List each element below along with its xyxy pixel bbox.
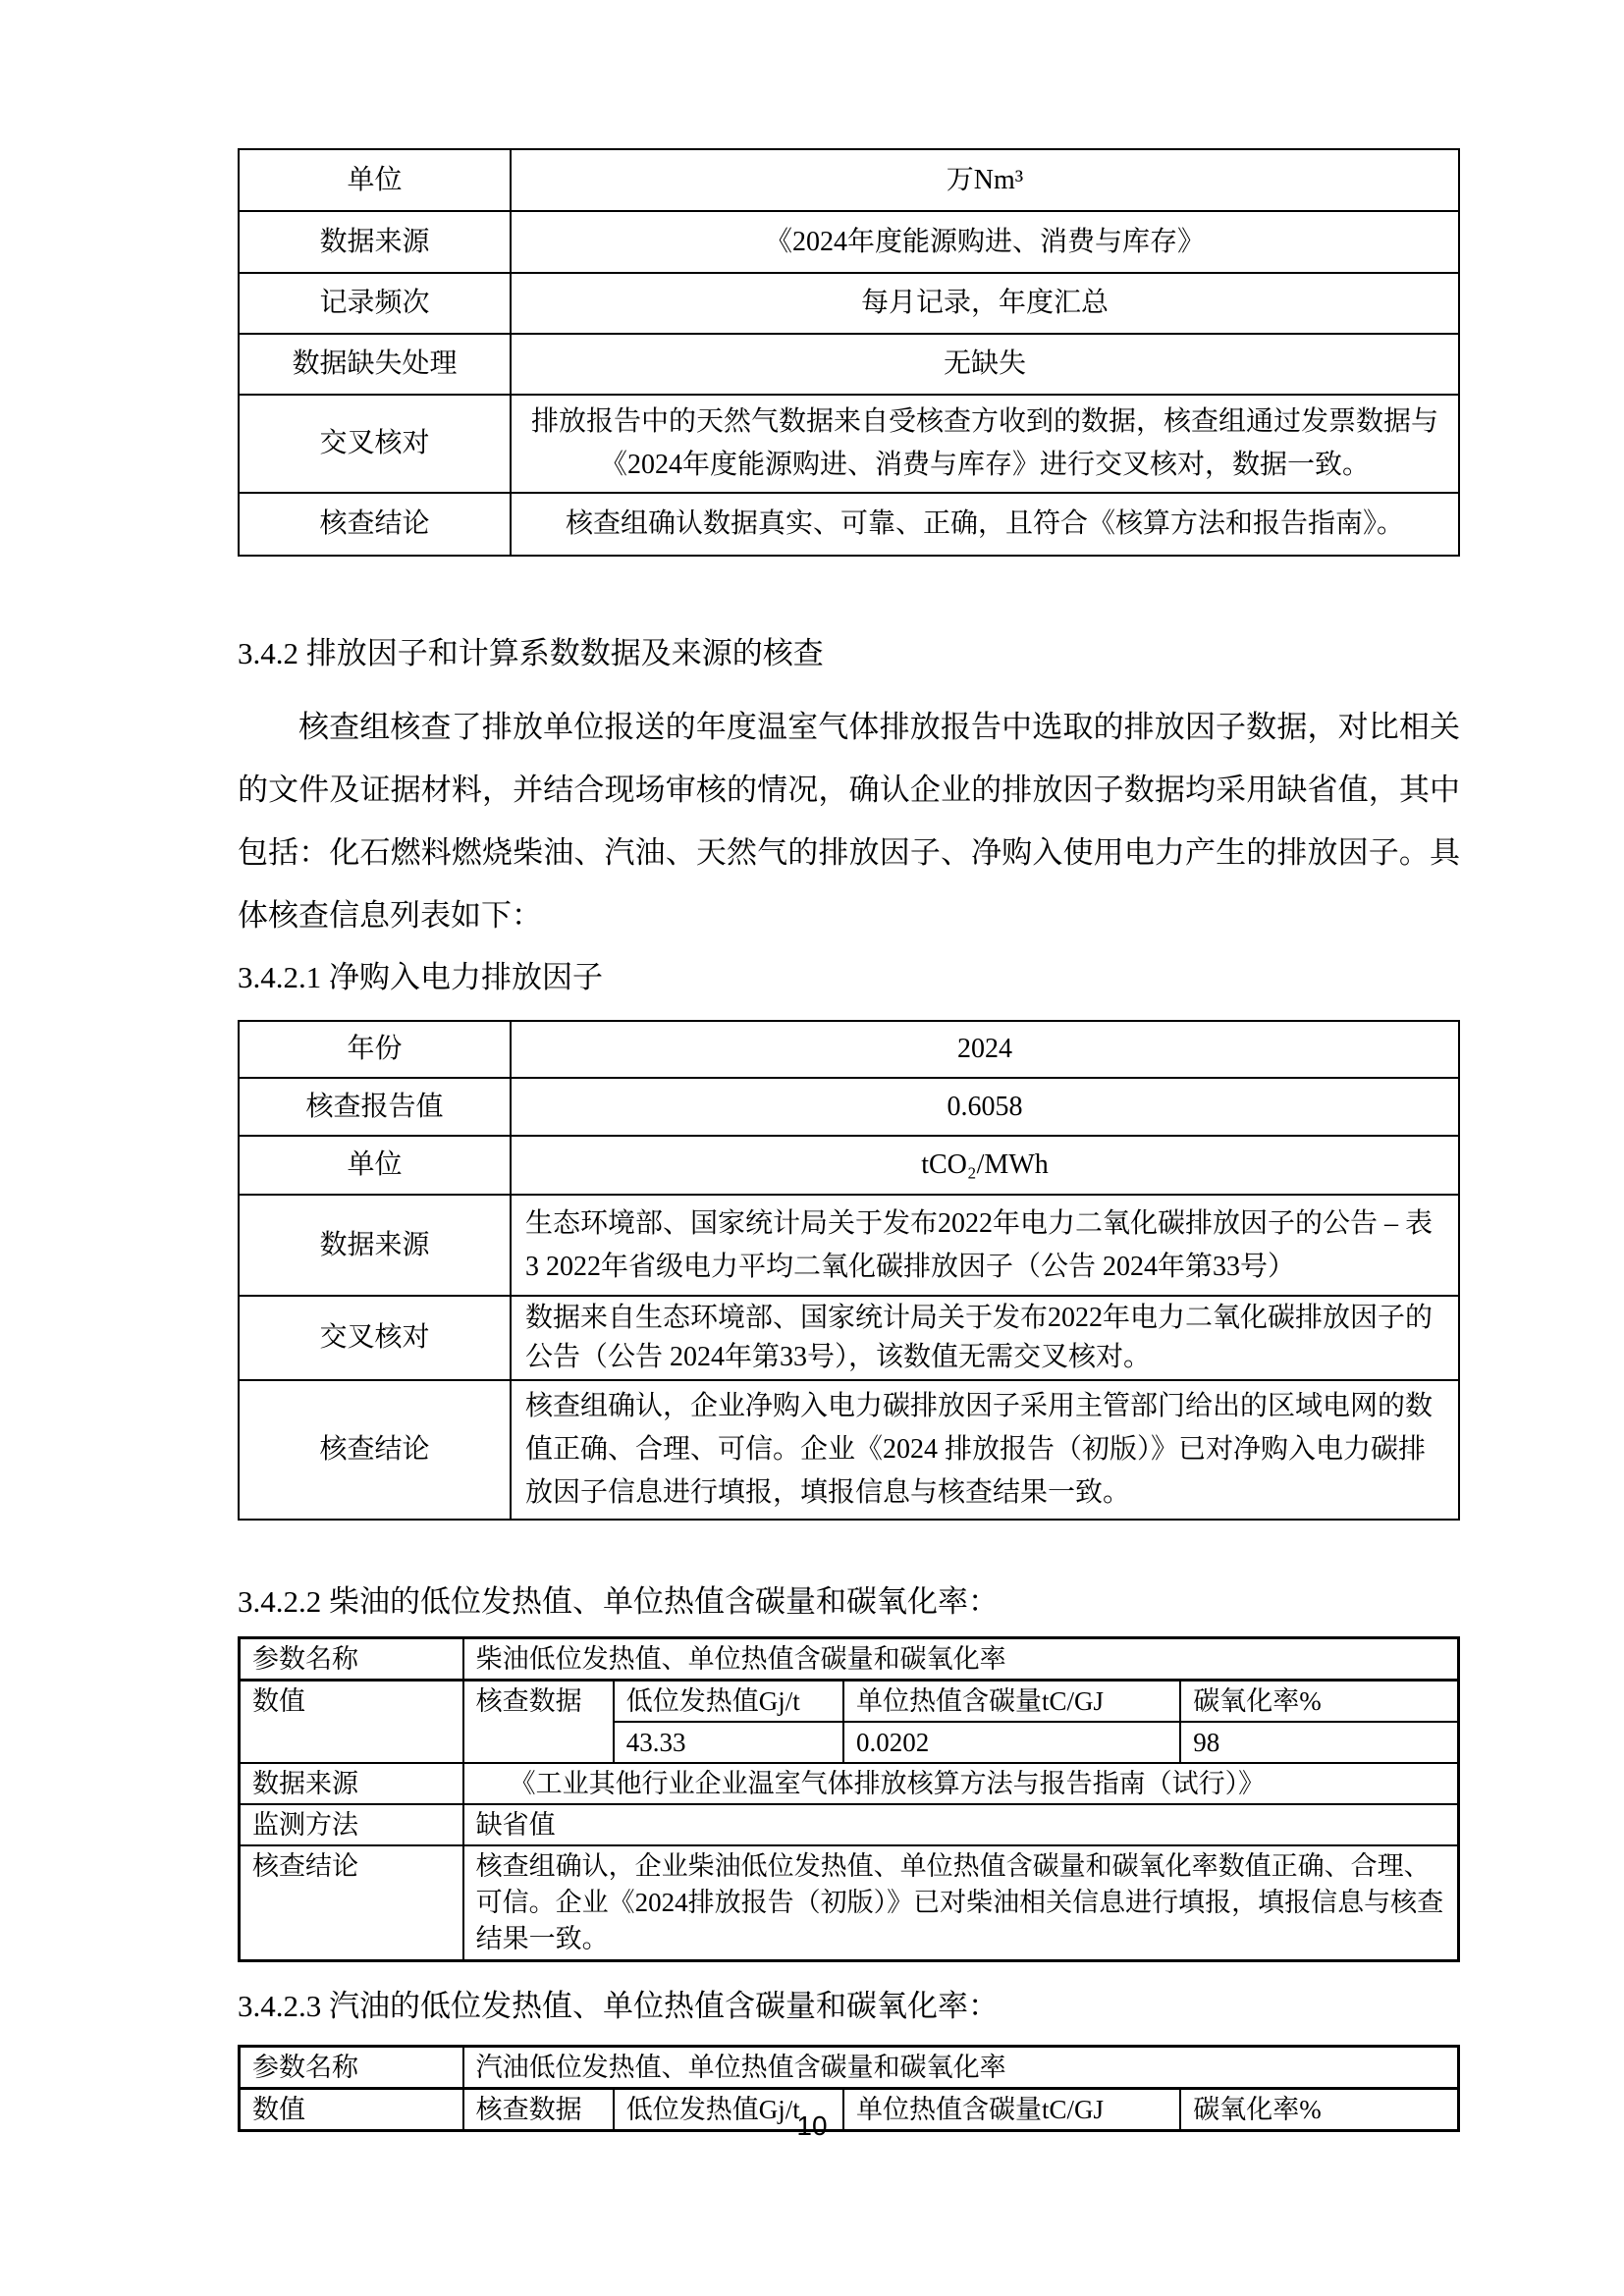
row-label: 数据来源 <box>239 1195 511 1296</box>
param-name-label: 参数名称 <box>240 2047 463 2089</box>
method-label: 监测方法 <box>240 1804 463 1845</box>
check-data-label: 核查数据 <box>463 1681 614 1764</box>
row-value: 生态环境部、国家统计局关于发布2022年电力二氧化碳排放因子的公告 – 表3 2022年省级电力平均二氧化碳排放因子（公告 2024年第33号） <box>511 1195 1459 1296</box>
row-value: 每月记录，年度汇总 <box>511 273 1459 334</box>
row-label: 核查结论 <box>239 493 511 556</box>
row-value: tCO₂/MWh <box>511 1136 1459 1195</box>
row-label: 数据来源 <box>239 211 511 273</box>
table-row <box>240 1804 1459 1845</box>
row-value: 2024 <box>511 1021 1459 1078</box>
page-number: 10 <box>796 2110 828 2141</box>
table-row <box>240 2047 1459 2089</box>
check-data-label: 核查数据 <box>463 2089 614 2131</box>
value-label: 数值 <box>240 2089 463 2131</box>
table-row <box>239 1021 1459 1078</box>
row-label: 核查结论 <box>239 1380 511 1520</box>
param-name-value: 柴油低位发热值、单位热值含碳量和碳氧化率 <box>463 1638 1459 1681</box>
table-row <box>239 1195 1459 1296</box>
section-heading-3-4-2: 3.4.2 排放因子和计算系数数据及来源的核查 <box>238 636 824 670</box>
table-row <box>240 1681 1459 1723</box>
table-row <box>240 1845 1459 1961</box>
row-value: 万Nm³ <box>511 149 1459 211</box>
oxidation-rate-value: 98 <box>1180 1722 1458 1763</box>
carbon-content-value: 0.0202 <box>843 1722 1180 1763</box>
column-header-ncv: 低位发热值Gj/t <box>614 1681 843 1723</box>
column-header-ncv: 低位发热值Gj/t <box>614 2089 843 2131</box>
table-row <box>239 493 1459 556</box>
row-label: 核查报告值 <box>239 1078 511 1136</box>
table-row <box>239 211 1459 273</box>
column-header-carbon-content: 单位热值含碳量tC/GJ <box>843 2089 1180 2131</box>
column-header-carbon-content: 单位热值含碳量tC/GJ <box>843 1681 1180 1723</box>
param-name-value: 汽油低位发热值、单位热值含碳量和碳氧化率 <box>463 2047 1459 2089</box>
electricity-emission-factor-table <box>238 1020 1460 1521</box>
row-value: 无缺失 <box>511 334 1459 395</box>
source-value: 《工业其他行业企业温室气体排放核算方法与报告指南（试行）》 <box>463 1763 1459 1804</box>
row-label: 交叉核对 <box>239 395 511 493</box>
row-label: 年份 <box>239 1021 511 1078</box>
table-row <box>239 1296 1459 1380</box>
value-label: 数值 <box>240 1681 463 1764</box>
table-row <box>239 395 1459 493</box>
source-label: 数据来源 <box>240 1763 463 1804</box>
row-value: 核查组确认数据真实、可靠、正确，且符合《核算方法和报告指南》。 <box>511 493 1459 556</box>
section-heading-3-4-2-2: 3.4.2.2 柴油的低位发热值、单位热值含碳量和碳氧化率： <box>238 1584 999 1619</box>
row-value: 数据来自生态环境部、国家统计局关于发布2022年电力二氧化碳排放因子的公告（公告 2024年第33号），该数值无需交叉核对。 <box>511 1296 1459 1380</box>
ncv-value: 43.33 <box>614 1722 843 1763</box>
row-value: 排放报告中的天然气数据来自受核查方收到的数据，核查组通过发票数据与《2024年度能源购进、消费与库存》进行交叉核对，数据一致。 <box>511 395 1459 493</box>
table-row <box>239 1380 1459 1520</box>
table-row <box>240 1638 1459 1681</box>
table-row <box>239 149 1459 211</box>
row-label: 数据缺失处理 <box>239 334 511 395</box>
column-header-oxidation-rate: 碳氧化率% <box>1180 2089 1458 2131</box>
row-value: 《2024年度能源购进、消费与库存》 <box>511 211 1459 273</box>
section-paragraph-3-4-2: 核查组核查了排放单位报送的年度温室气体排放报告中选取的排放因子数据，对比相关的文件及证据材料，并结合现场审核的情况，确认企业的排放因子数据均采用缺省值，其中包括：化石燃料燃烧柴油、汽油、天然气的排放因子、净购入使用电力产生的排放因子。具体核查信息列表如下： <box>238 710 1460 933</box>
section-heading-3-4-2-1: 3.4.2.1 净购入电力排放因子 <box>238 960 603 994</box>
table-row <box>239 334 1459 395</box>
row-label: 记录频次 <box>239 273 511 334</box>
table-row <box>239 273 1459 334</box>
table-row <box>239 1136 1459 1195</box>
column-header-oxidation-rate: 碳氧化率% <box>1180 1681 1458 1723</box>
row-label: 单位 <box>239 1136 511 1195</box>
method-value: 缺省值 <box>463 1804 1459 1845</box>
table-row <box>240 1763 1459 1804</box>
row-label: 交叉核对 <box>239 1296 511 1380</box>
natural-gas-data-table <box>238 148 1460 557</box>
diesel-parameter-table <box>238 1636 1460 1962</box>
conclusion-label: 核查结论 <box>240 1845 463 1961</box>
row-value: 核查组确认，企业净购入电力碳排放因子采用主管部门给出的区域电网的数值正确、合理、可信。企业《2024 排放报告（初版）》已对净购入电力碳排放因子信息进行填报，填报信息与核查结果一致。 <box>511 1380 1459 1520</box>
section-heading-3-4-2-3: 3.4.2.3 汽油的低位发热值、单位热值含碳量和碳氧化率： <box>238 1989 999 2023</box>
row-label: 单位 <box>239 149 511 211</box>
conclusion-value: 核查组确认，企业柴油低位发热值、单位热值含碳量和碳氧化率数值正确、合理、可信。企业《2024排放报告（初版）》已对柴油相关信息进行填报，填报信息与核查结果一致。 <box>463 1845 1459 1961</box>
page-content <box>238 148 1460 2132</box>
param-name-label: 参数名称 <box>240 1638 463 1681</box>
row-value: 0.6058 <box>511 1078 1459 1136</box>
table-row <box>239 1078 1459 1136</box>
